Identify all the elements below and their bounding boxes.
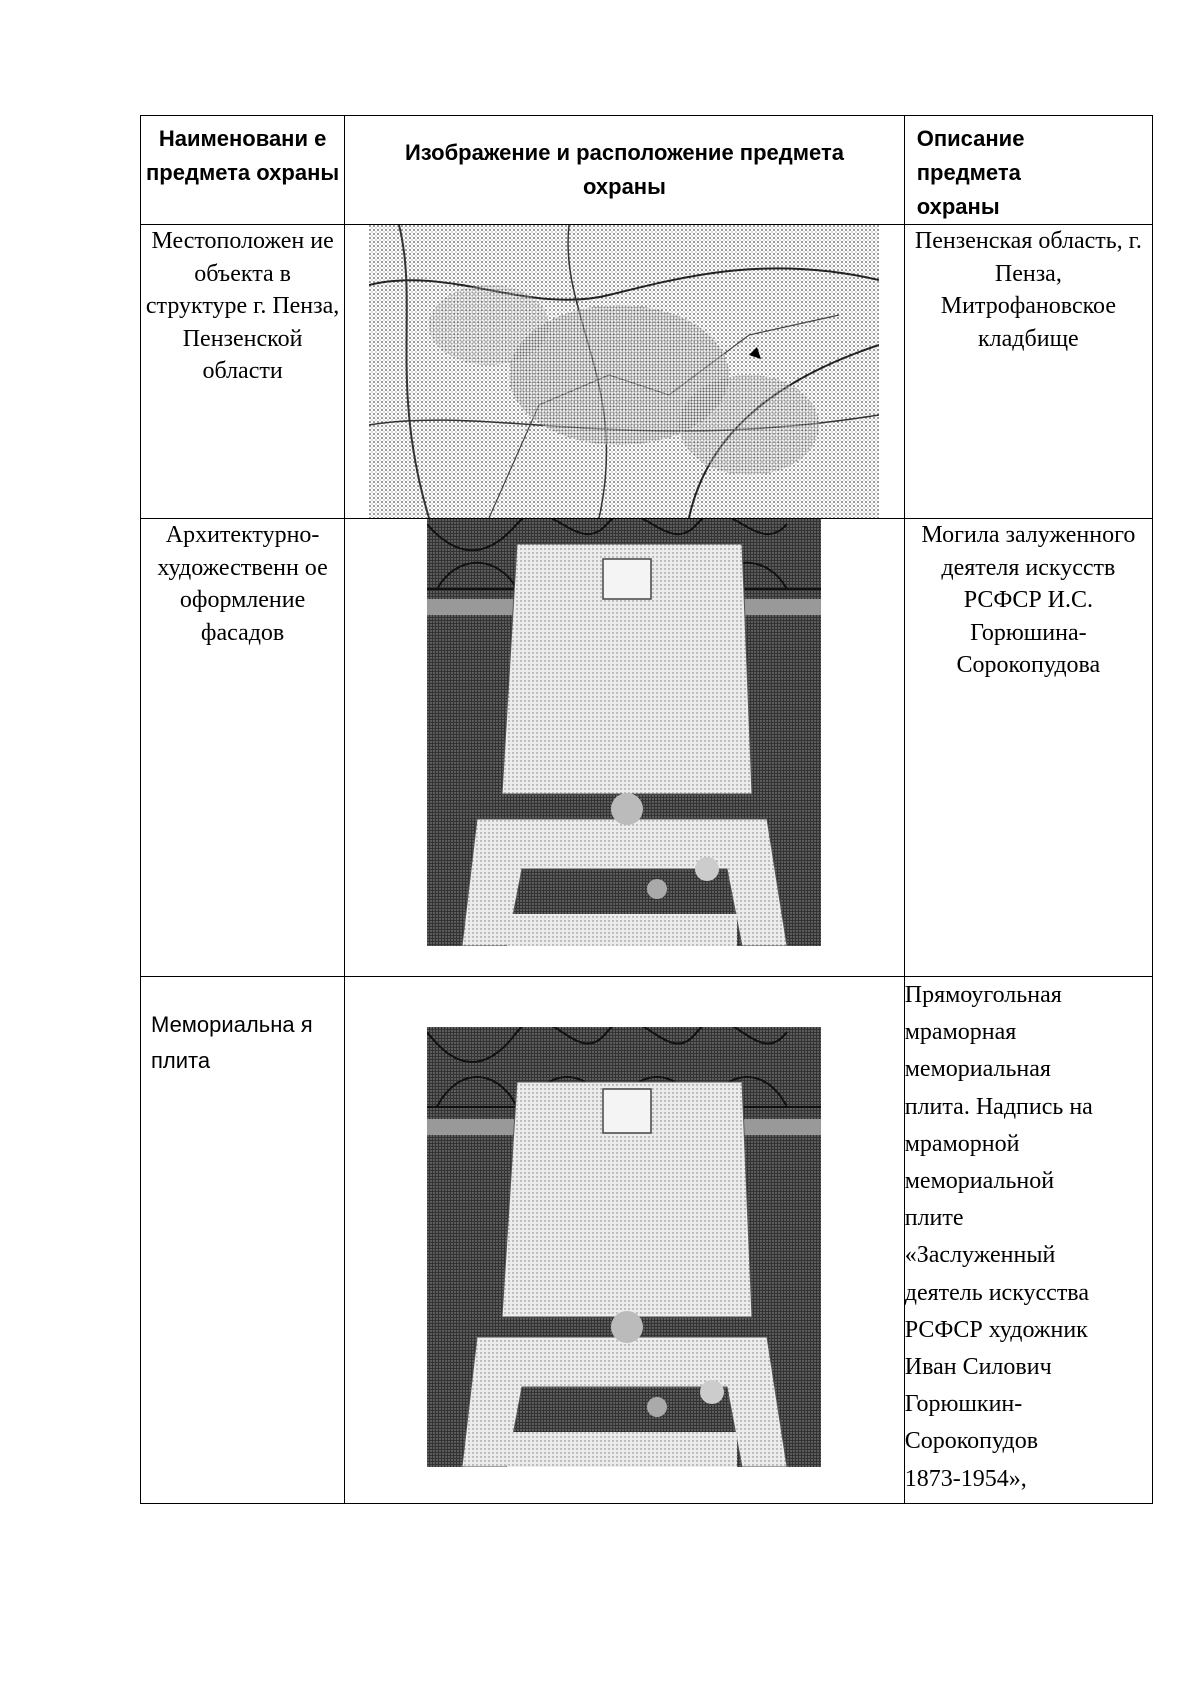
- row-name-text: Местоположен ие объекта в структуре г. Пенза, Пензенской области: [145, 228, 340, 384]
- description-line: плита. Надпись на: [904, 1093, 1093, 1120]
- row-image-cell: [345, 519, 905, 977]
- description-line: деятель искусства: [904, 1279, 1089, 1306]
- header-image-text: Изображение и расположение предмета охраны: [404, 140, 844, 199]
- description-line: мемориальная: [904, 1056, 1051, 1083]
- row-name-text: Мемориальна я плита: [151, 1012, 313, 1073]
- row-description-text: Пензенская область, г. Пенза, Митрофановское кладбище: [914, 228, 1142, 352]
- description-line: мраморная: [904, 1019, 1017, 1046]
- row-image-cell: [345, 977, 905, 1504]
- table-row: [141, 977, 1153, 1504]
- grave-photo-icon: [427, 1027, 821, 1467]
- description-line: РСФСР художник: [904, 1316, 1088, 1343]
- row-name-memorial-plate: [141, 977, 345, 1504]
- protection-subjects-table: [140, 115, 1153, 1504]
- header-name: Наименовани е предмета охраны: [141, 116, 345, 225]
- table-header-row: [141, 116, 1153, 225]
- description-line: мраморной: [904, 1130, 1020, 1157]
- grave-photo-icon: [427, 519, 821, 946]
- header-description: [904, 116, 1152, 225]
- description-line: Иван Силович: [904, 1354, 1052, 1381]
- description-line: Сорокопудов: [904, 1428, 1039, 1455]
- row-image-cell: [345, 225, 905, 519]
- description-line: «Заслуженный: [904, 1242, 1056, 1269]
- description-line: Прямоугольная: [904, 982, 1062, 1008]
- description-line: 1873-1954»,: [904, 1465, 1027, 1492]
- description-line: мемориальной: [904, 1168, 1055, 1195]
- description-line: плите: [904, 1205, 964, 1232]
- row-name-architecture: [141, 519, 345, 977]
- header-image: [345, 116, 905, 225]
- table-row: [141, 225, 1153, 519]
- map-icon: [369, 225, 879, 518]
- table-row: [141, 519, 1153, 977]
- row-description-location: [904, 225, 1152, 519]
- row-name-location: [141, 225, 345, 519]
- row-name-text: Архитектурно-художественн ое оформление фасадов: [157, 522, 328, 646]
- header-description-text: Описание предмета охраны: [916, 126, 1025, 219]
- row-description-memorial-plate: [904, 977, 1152, 1504]
- row-description-text: Могила залуженного деятеля искусств РСФСР И.С. Горюшина-Сорокопудова: [921, 522, 1136, 678]
- description-line: Горюшкин-: [904, 1391, 1023, 1418]
- row-description-architecture: [904, 519, 1152, 977]
